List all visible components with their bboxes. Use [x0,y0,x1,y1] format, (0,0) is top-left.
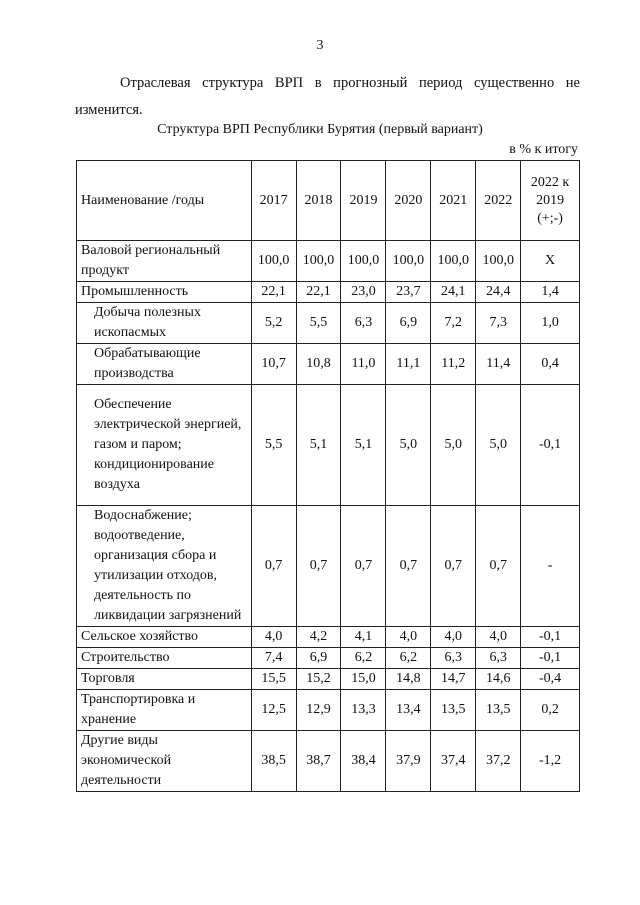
cell-value: 0,7 [386,506,431,627]
cell-value: 100,0 [386,241,431,282]
cell-value: 24,4 [476,282,521,303]
cell-value: 0,7 [476,506,521,627]
cell-value: 5,0 [431,385,476,506]
header-year: 2018 [296,161,341,241]
cell-diff: X [521,241,580,282]
cell-value: 23,0 [341,282,386,303]
cell-value: 15,2 [296,669,341,690]
cell-value: 6,9 [296,648,341,669]
row-name: Валовой региональный продукт [77,241,252,282]
cell-diff: -0,1 [521,385,580,506]
cell-value: 5,1 [296,385,341,506]
row-name: Обрабатывающие производства [77,344,252,385]
cell-value: 7,2 [431,303,476,344]
cell-value: 6,2 [341,648,386,669]
header-year: 2019 [341,161,386,241]
cell-value: 38,7 [296,731,341,792]
cell-diff: 1,4 [521,282,580,303]
cell-value: 14,8 [386,669,431,690]
cell-value: 5,5 [251,385,296,506]
table-row [77,385,580,506]
cell-value: 6,2 [386,648,431,669]
cell-value: 11,4 [476,344,521,385]
cell-value: 4,0 [476,627,521,648]
cell-value: 38,5 [251,731,296,792]
cell-value: 4,0 [251,627,296,648]
header-year: 2020 [386,161,431,241]
cell-value: 11,1 [386,344,431,385]
table-row [77,282,580,303]
cell-value: 100,0 [296,241,341,282]
cell-value: 37,2 [476,731,521,792]
cell-diff: 0,4 [521,344,580,385]
cell-value: 38,4 [341,731,386,792]
table-row [77,627,580,648]
cell-value: 22,1 [251,282,296,303]
cell-value: 0,7 [431,506,476,627]
cell-value: 6,9 [386,303,431,344]
cell-value: 5,0 [386,385,431,506]
cell-value: 7,3 [476,303,521,344]
intro-paragraph: Отраслевая структура ВРП в прогнозный период существенно не изменится. [75,75,580,118]
header-diff: 2022 к 2019 (+;-) [521,161,580,241]
header-name: Наименование /годы [77,161,252,241]
cell-value: 4,0 [431,627,476,648]
cell-value: 100,0 [251,241,296,282]
cell-value: 4,0 [386,627,431,648]
row-name: Торговля [77,669,252,690]
grp-structure-table [76,160,580,792]
cell-value: 4,2 [296,627,341,648]
cell-value: 11,0 [341,344,386,385]
cell-value: 37,9 [386,731,431,792]
cell-value: 5,0 [476,385,521,506]
table-row [77,303,580,344]
cell-value: 11,2 [431,344,476,385]
cell-value: 15,0 [341,669,386,690]
cell-value: 5,2 [251,303,296,344]
table-row [77,648,580,669]
header-year: 2021 [431,161,476,241]
row-name: Транспортировка и хранение [77,690,252,731]
cell-value: 5,1 [341,385,386,506]
cell-diff: - [521,506,580,627]
cell-diff: 1,0 [521,303,580,344]
header-year: 2017 [251,161,296,241]
table-row [77,669,580,690]
cell-value: 6,3 [431,648,476,669]
table-row [77,241,580,282]
cell-value: 14,7 [431,669,476,690]
cell-diff: -0,4 [521,669,580,690]
cell-value: 6,3 [341,303,386,344]
cell-diff: -1,2 [521,731,580,792]
table-row [77,506,580,627]
cell-value: 14,6 [476,669,521,690]
table-header-row [77,161,580,241]
cell-value: 12,9 [296,690,341,731]
cell-diff: -0,1 [521,648,580,669]
cell-value: 0,7 [296,506,341,627]
cell-value: 5,5 [296,303,341,344]
cell-value: 12,5 [251,690,296,731]
row-name: Промышленность [77,282,252,303]
table-caption: Структура ВРП Республики Бурятия (первый вариант) [157,122,483,137]
cell-value: 0,7 [251,506,296,627]
cell-value: 100,0 [431,241,476,282]
cell-value: 0,7 [341,506,386,627]
cell-value: 15,5 [251,669,296,690]
row-name: Сельское хозяйство [77,627,252,648]
row-name: Обеспечение электрической энергией, газом и паром; кондиционирование воздуха [77,385,252,506]
cell-diff: 0,2 [521,690,580,731]
cell-value: 13,5 [476,690,521,731]
cell-value: 22,1 [296,282,341,303]
header-year: 2022 [476,161,521,241]
table-row [77,690,580,731]
row-name: Другие виды экономической деятельности [77,731,252,792]
table-row [77,731,580,792]
unit-note: в % к итогу [509,142,578,157]
cell-value: 13,3 [341,690,386,731]
cell-diff: -0,1 [521,627,580,648]
table-row [77,344,580,385]
cell-value: 6,3 [476,648,521,669]
cell-value: 37,4 [431,731,476,792]
page-number: 3 [316,38,324,53]
cell-value: 13,4 [386,690,431,731]
cell-value: 7,4 [251,648,296,669]
cell-value: 10,8 [296,344,341,385]
row-name: Строительство [77,648,252,669]
cell-value: 100,0 [476,241,521,282]
cell-value: 24,1 [431,282,476,303]
cell-value: 100,0 [341,241,386,282]
cell-value: 13,5 [431,690,476,731]
row-name: Добыча полезных ископасмых [77,303,252,344]
cell-value: 23,7 [386,282,431,303]
cell-value: 10,7 [251,344,296,385]
row-name: Водоснабжение; водоотведение, организация сбора и утилизации отходов, деятельность по ликвидации загрязнений [77,506,252,627]
cell-value: 4,1 [341,627,386,648]
